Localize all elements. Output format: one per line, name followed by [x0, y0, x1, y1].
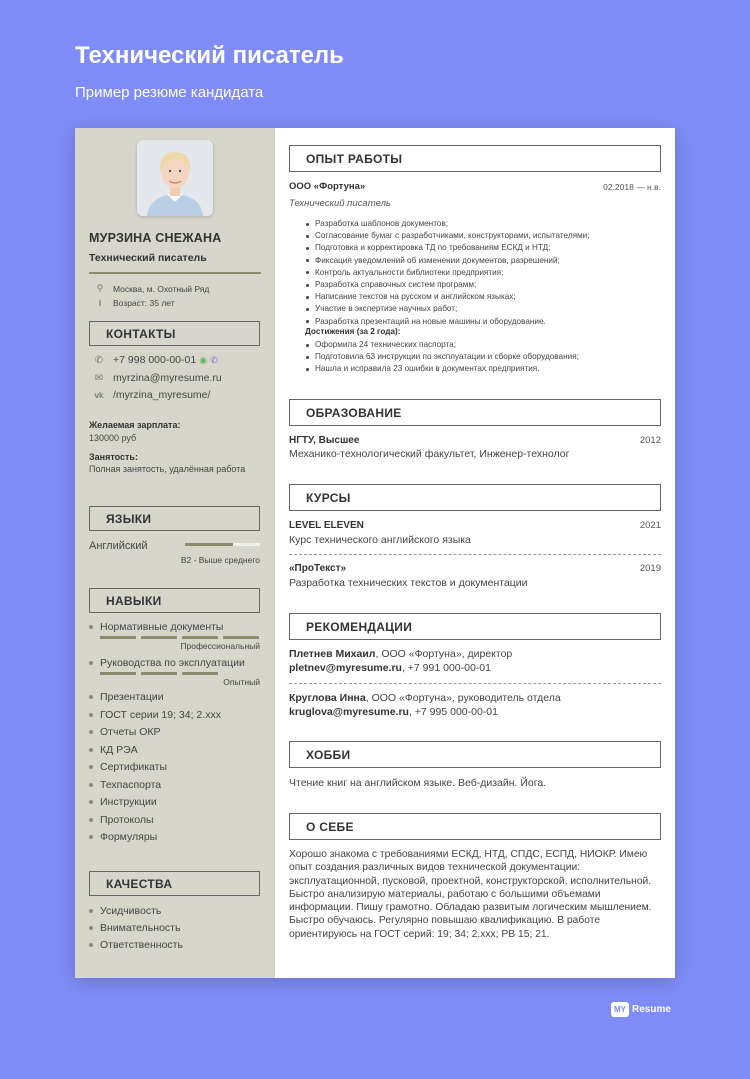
- skill-label: Протоколы: [100, 814, 154, 826]
- avatar: [137, 140, 213, 216]
- list-item: Участие в экспертизе научных работ;: [305, 303, 590, 315]
- skill-item: [89, 726, 161, 738]
- list-item: Написание текстов на русском и английском языках;: [305, 291, 590, 303]
- language-name: Английский: [89, 540, 148, 552]
- list-item: Разработка шаблонов документов;: [305, 218, 590, 230]
- job-role: Технический писатель: [289, 198, 391, 209]
- course-detail: Курс технического английского языка: [289, 534, 471, 546]
- quality-label: Ответственность: [100, 939, 183, 951]
- skill-item: [89, 744, 138, 756]
- recommendation-person: [289, 692, 561, 704]
- salary-value: 130000 руб: [89, 433, 137, 443]
- bullet-icon: [89, 765, 93, 769]
- bullet-icon: [89, 818, 93, 822]
- recommender-email[interactable]: kruglova@myresume.ru: [289, 706, 409, 718]
- skill-label: Руководства по эксплуатации: [100, 657, 245, 669]
- list-item: Контроль актуальности библиотеки предприятия;: [305, 267, 590, 279]
- recommender-name: Плетнев Михаил: [289, 648, 376, 660]
- bullet-icon: [89, 661, 93, 665]
- list-item: Оформила 24 технических паспорта;: [305, 339, 579, 351]
- skill-level: Опытный: [223, 677, 260, 687]
- phone-icon: ✆: [94, 354, 104, 366]
- recommender-phone: , +7 991 000-00-01: [401, 662, 491, 674]
- skill-rating-bar: [100, 672, 218, 675]
- candidate-name: МУРЗИНА СНЕЖАНА: [89, 231, 222, 245]
- email-row[interactable]: [93, 372, 222, 384]
- vk-row[interactable]: [93, 389, 210, 401]
- list-item: Подготовка и корректировка ТД по требованиям ЕСКД и НТД;: [305, 242, 590, 254]
- skill-item: [89, 814, 154, 826]
- location-text: Москва, м. Охотный Ряд: [113, 283, 210, 294]
- hobby-text: Чтение книг на английском языке. Веб-дизайн. Йога.: [289, 777, 547, 789]
- email-text: myrzina@myresume.ru: [113, 372, 222, 384]
- list-item: Разработка презентаций на новые машины и оборудование.: [305, 316, 590, 328]
- language-level-bar: [185, 543, 260, 546]
- language-level-fill: [185, 543, 233, 546]
- bullet-icon: [89, 909, 93, 913]
- age-text: Возраст: 35 лет: [113, 298, 175, 308]
- resume-sidebar: [75, 128, 275, 978]
- qualities-heading: КАЧЕСТВА: [89, 871, 260, 896]
- resume-sheet: [75, 128, 675, 978]
- education-year: 2012: [639, 435, 661, 446]
- bullet-icon: [89, 625, 93, 629]
- phone-text: +7 998 000-00-01: [113, 354, 197, 366]
- quality-item: [89, 905, 161, 917]
- recommendation-contacts: [289, 706, 498, 718]
- course-name: «ПроТекст»: [289, 563, 347, 574]
- skill-level: Профессиональный: [180, 641, 260, 651]
- skill-item: [89, 779, 161, 791]
- achievements-heading: Достижения (за 2 года):: [305, 327, 401, 336]
- course-year: 2019: [639, 563, 661, 574]
- about-heading: О СЕБЕ: [289, 813, 661, 840]
- divider: [289, 683, 661, 684]
- salary-label: Желаемая зарплата:: [89, 420, 181, 430]
- skill-label: Отчеты ОКР: [100, 726, 161, 738]
- recommendations-heading: РЕКОМЕНДАЦИИ: [289, 613, 661, 640]
- whatsapp-icon: ◉: [199, 354, 208, 365]
- education-detail: Механико-технологический факультет, Инженер-технолог: [289, 448, 570, 460]
- quality-label: Усидчивость: [100, 905, 162, 917]
- contacts-heading: КОНТАКТЫ: [89, 321, 260, 346]
- page-title: Технический писатель: [75, 42, 344, 69]
- recommender-email[interactable]: pletnev@myresume.ru: [289, 662, 402, 674]
- languages-heading: ЯЗЫКИ: [89, 506, 260, 531]
- list-item: Нашла и исправила 23 ошибки в документах предприятия.: [305, 363, 579, 375]
- age-row: [93, 298, 175, 308]
- employment-value: Полная занятость, удалённая работа: [89, 464, 246, 474]
- skill-label: ГОСТ серии 19; 34; 2.xxx: [100, 709, 221, 721]
- phone-row[interactable]: [93, 354, 218, 366]
- bullet-icon: [89, 730, 93, 734]
- list-item: Фиксация уведомлений об изменении документов, разрешений;: [305, 255, 590, 267]
- resume-main: [275, 128, 675, 978]
- company-name: ООО «Фортуна»: [289, 181, 366, 192]
- duties-list: [305, 218, 590, 328]
- location-row: [93, 283, 209, 294]
- skill-item: [89, 709, 221, 721]
- course-year: 2021: [639, 520, 661, 531]
- quality-item: [89, 922, 180, 934]
- bullet-icon: [89, 783, 93, 787]
- bullet-icon: [89, 926, 93, 930]
- recommendation-person: [289, 648, 512, 660]
- page-subtitle: Пример резюме кандидата: [75, 84, 264, 101]
- skill-label: Формуляры: [100, 831, 158, 843]
- bullet-icon: [89, 800, 93, 804]
- logo-text: Resume: [632, 1004, 671, 1015]
- myresume-logo: [611, 1002, 671, 1017]
- divider: [289, 554, 661, 555]
- skill-label: КД РЭА: [100, 744, 138, 756]
- skill-item: [89, 691, 164, 703]
- bullet-icon: [89, 748, 93, 752]
- quality-label: Внимательность: [100, 922, 181, 934]
- skill-rating-bar: [100, 636, 259, 639]
- courses-heading: КУРСЫ: [289, 484, 661, 511]
- list-item: Подготовила 63 инструкции по эксплуатации и сборке оборудования;: [305, 351, 579, 363]
- hobby-heading: ХОББИ: [289, 741, 661, 768]
- recommender-name: Круглова Инна: [289, 692, 366, 704]
- experience-heading: ОПЫТ РАБОТЫ: [289, 145, 661, 172]
- achievements-list: [305, 339, 579, 376]
- skill-label: Презентации: [100, 691, 164, 703]
- bullet-icon: [89, 943, 93, 947]
- education-school: НГТУ, Высшее: [289, 435, 360, 446]
- skill-item: [89, 657, 245, 669]
- candidate-position: Технический писатель: [89, 252, 207, 264]
- vk-icon: vk: [94, 390, 104, 400]
- list-item: Согласование бумаг с разработчиками, конструкторами, испытателями;: [305, 230, 590, 242]
- recommender-phone: , +7 995 000-00-01: [408, 706, 498, 718]
- course-name: LEVEL ELEVEN: [289, 520, 364, 531]
- skill-label: Техпаспорта: [100, 779, 162, 791]
- skills-heading: НАВЫКИ: [89, 588, 260, 613]
- skill-item: [89, 831, 157, 843]
- education-heading: ОБРАЗОВАНИЕ: [289, 399, 661, 426]
- divider: [89, 272, 261, 274]
- bullet-icon: [89, 713, 93, 717]
- bullet-icon: [89, 835, 93, 839]
- work-period: 02.2018 — н.в.: [603, 182, 661, 192]
- recommendation-contacts: [289, 662, 491, 674]
- skill-item: [89, 796, 157, 808]
- skill-item: [89, 621, 223, 633]
- skill-label: Нормативные документы: [100, 621, 224, 633]
- quality-item: [89, 939, 183, 951]
- recommender-org: , ООО «Фортуна», директор: [375, 648, 513, 660]
- course-detail: Разработка технических текстов и документации: [289, 577, 528, 589]
- skill-label: Инструкции: [100, 796, 157, 808]
- location-pin-icon: ⚲: [96, 283, 104, 293]
- logo-badge: MY: [611, 1002, 629, 1017]
- employment-label: Занятость:: [89, 452, 138, 462]
- language-level: B2 - Выше среднего: [180, 555, 260, 565]
- about-text: Хорошо знакома с требованиями ЕСКД, НТД, СПДС, ЕСПД, НИОКР. Имею опыт создания различных видов технической документации: эксплуатационной, пусковой, проектной, конструкторской, исполнительной. Быстро анализирую материалы, работаю с большими объемами информации. Пишу грамотно. Обладаю развитым логическим мышлением. Быстро обучаюсь. Регулярно повышаю квалификацию. В работе ориентируюсь на ГОСТ серий: 19; 34; 2.xxx; РВ 15; 21.: [289, 849, 652, 940]
- skill-label: Сертификаты: [100, 761, 167, 773]
- list-item: Разработка справочных систем программ;: [305, 279, 590, 291]
- recommender-org: , ООО «Фортуна», руководитель отдела: [365, 692, 561, 704]
- bullet-icon: [89, 695, 93, 699]
- mail-icon: ✉: [94, 372, 104, 384]
- vk-text: /myrzina_myresume/: [113, 389, 211, 401]
- info-icon: i: [98, 298, 102, 308]
- skill-item: [89, 761, 167, 773]
- viber-icon: ✆: [210, 354, 218, 365]
